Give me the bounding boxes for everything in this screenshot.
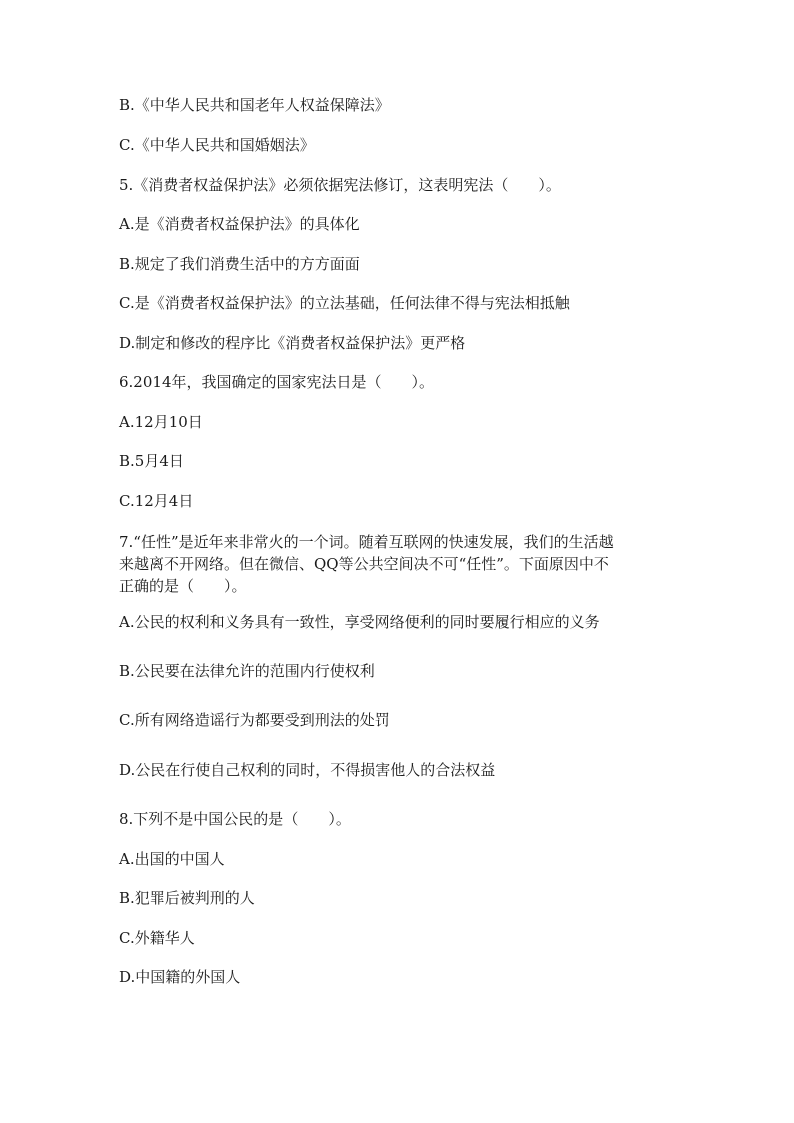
q6-option-a: A.12月10日: [119, 413, 203, 431]
q8-option-a: A.出国的中国人: [119, 850, 225, 868]
q4-option-b: B.《中华人民共和国老年人权益保障法》: [119, 96, 390, 114]
q6-stem: 6.2014年，我国确定的国家宪法日是（ ）。: [119, 373, 434, 391]
q7-option-a: A.公民的权利和义务具有一致性，享受网络便利的同时要履行相应的义务: [119, 613, 600, 631]
q8-option-d: D.中国籍的外国人: [119, 968, 241, 986]
q7-option-d: D.公民在行使自己权利的同时，不得损害他人的合法权益: [119, 761, 496, 779]
q8-stem: 8.下列不是中国公民的是（ ）。: [119, 810, 351, 828]
q7-option-b: B.公民要在法律允许的范围内行使权利: [119, 662, 375, 680]
q8-option-b: B.犯罪后被判刑的人: [119, 889, 255, 907]
q6-option-c: C.12月4日: [119, 492, 194, 510]
q5-option-b: B.规定了我们消费生活中的方方面面: [119, 255, 360, 273]
q7-stem: 7.“任性”是近年来非常火的一个词。随着互联网的快速发展，我们的生活越来越离不开网络。但在微信、QQ等公共空间决不可“任性”。下面原因中不正确的是（ ）。: [119, 533, 614, 595]
q5-option-d: D.制定和修改的程序比《消费者权益保护法》更严格: [119, 334, 466, 352]
q5-stem: 5.《消费者权益保护法》必须依据宪法修订，这表明宪法（ ）。: [119, 176, 561, 194]
q5-option-a: A.是《消费者权益保护法》的具体化: [119, 215, 360, 233]
q7-option-c: C.所有网络造谣行为都要受到刑法的处罚: [119, 711, 390, 729]
q4-option-c: C.《中华人民共和国婚姻法》: [119, 136, 315, 154]
q6-option-b: B.5月4日: [119, 452, 184, 470]
q5-option-c: C.是《消费者权益保护法》的立法基础，任何法律不得与宪法相抵触: [119, 294, 570, 312]
q8-option-c: C.外籍华人: [119, 929, 195, 947]
